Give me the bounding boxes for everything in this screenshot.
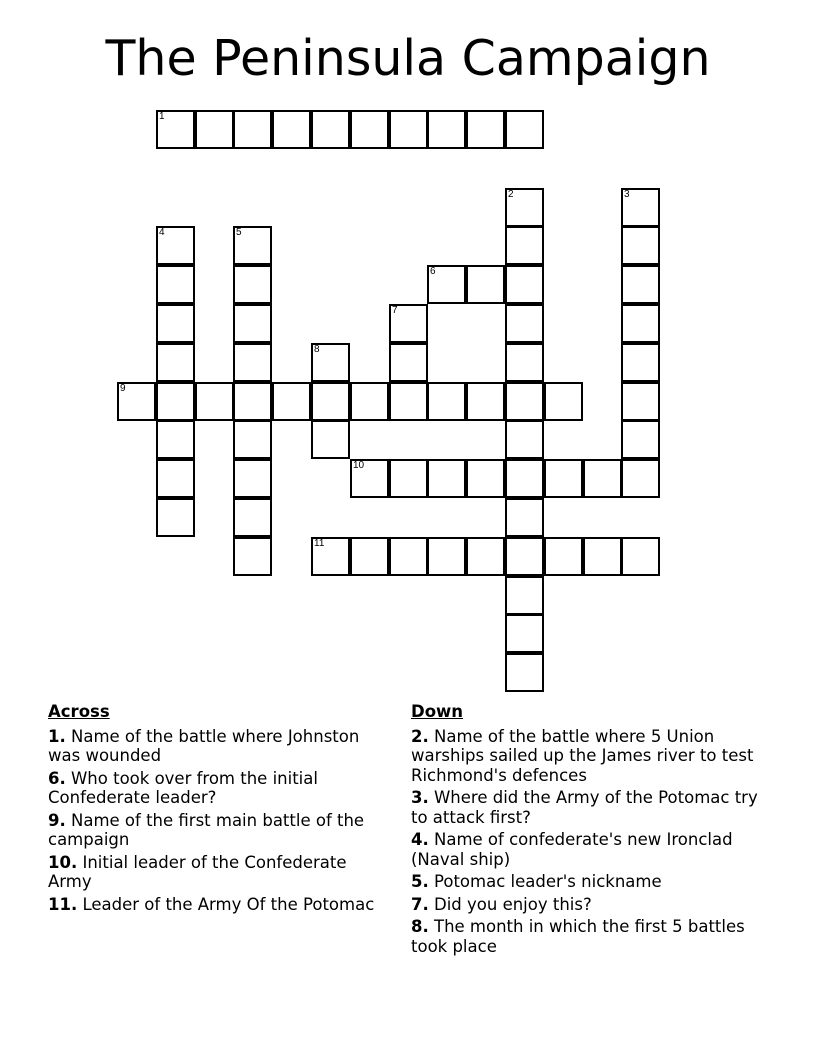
clue-number: 2.: [411, 726, 429, 746]
clue-text: Name of the first main battle of the campaign: [48, 810, 365, 849]
grid-cell[interactable]: [233, 459, 272, 498]
grid-cell[interactable]: [156, 265, 195, 304]
grid-cell[interactable]: [466, 265, 505, 304]
clue-text: The month in which the first 5 battles took place: [411, 917, 745, 956]
grid-cell[interactable]: [427, 459, 466, 498]
grid-cell[interactable]: [156, 343, 195, 382]
cell-number: 5: [236, 227, 242, 238]
clue-number: 5.: [411, 872, 429, 891]
grid-cell[interactable]: [427, 537, 466, 576]
grid-cell[interactable]: [389, 537, 428, 576]
grid-cell[interactable]: [621, 537, 660, 576]
grid-cell[interactable]: [156, 110, 195, 149]
clue-text: Initial leader of the Confederate Army: [48, 852, 347, 891]
grid-cell[interactable]: [544, 382, 583, 421]
grid-cell[interactable]: [233, 265, 272, 304]
clue-number: 11.: [48, 894, 78, 914]
across-clue-list: [48, 727, 388, 915]
grid-cell[interactable]: [195, 382, 234, 421]
grid-cell[interactable]: [389, 459, 428, 498]
grid-cell[interactable]: [544, 459, 583, 498]
down-heading: Down: [411, 702, 464, 721]
grid-cell[interactable]: [389, 110, 428, 149]
grid-cell[interactable]: [350, 459, 389, 498]
grid-cell[interactable]: [621, 459, 660, 498]
clue-text: Who took over from the initial Confederate leader?: [48, 768, 318, 807]
grid-cell[interactable]: [621, 343, 660, 382]
grid-cell[interactable]: [505, 576, 544, 615]
grid-cell[interactable]: [233, 498, 272, 537]
grid-cell[interactable]: [583, 537, 622, 576]
clue-text: Potomac leader's nickname: [428, 872, 662, 891]
grid-cell[interactable]: [505, 382, 544, 421]
grid-cell[interactable]: [621, 265, 660, 304]
grid-cell[interactable]: [389, 304, 428, 343]
grid-cell[interactable]: [117, 382, 156, 421]
down-clue: [411, 788, 771, 827]
grid-cell[interactable]: [621, 420, 660, 459]
grid-cell[interactable]: [350, 110, 389, 149]
grid-cell[interactable]: [311, 343, 350, 382]
cell-number: 3: [624, 189, 630, 200]
cell-number: 4: [159, 227, 165, 238]
clue-number: 6.: [48, 768, 66, 788]
grid-cell[interactable]: [195, 110, 234, 149]
grid-cell[interactable]: [583, 459, 622, 498]
grid-cell[interactable]: [621, 226, 660, 265]
grid-cell[interactable]: [389, 382, 428, 421]
grid-cell[interactable]: [311, 110, 350, 149]
clue-number: 4.: [411, 830, 429, 849]
grid-cell[interactable]: [272, 110, 311, 149]
down-clues: [411, 702, 771, 959]
grid-cell[interactable]: [350, 382, 389, 421]
grid-cell[interactable]: [466, 537, 505, 576]
grid-cell[interactable]: [233, 304, 272, 343]
grid-cell[interactable]: [156, 459, 195, 498]
grid-cell[interactable]: [427, 110, 466, 149]
grid-cell[interactable]: [466, 459, 505, 498]
across-clue: [48, 727, 388, 766]
down-clue: [411, 830, 771, 869]
grid-cell[interactable]: [505, 537, 544, 576]
cell-number: 8: [314, 344, 320, 355]
clue-number: 10.: [48, 852, 78, 872]
grid-cell[interactable]: [505, 653, 544, 692]
clue-text: Name of confederate's new Ironclad (Naval ship): [411, 830, 733, 869]
grid-cell[interactable]: [505, 110, 544, 149]
down-clue: [411, 895, 771, 915]
clue-number: 3.: [411, 788, 429, 807]
grid-cell[interactable]: [621, 304, 660, 343]
cell-number: 9: [120, 383, 126, 394]
grid-cell[interactable]: [466, 110, 505, 149]
grid-cell[interactable]: [505, 226, 544, 265]
grid-cell[interactable]: [156, 304, 195, 343]
grid-cell[interactable]: [505, 498, 544, 537]
grid-cell[interactable]: [156, 226, 195, 265]
clue-number: 7.: [411, 894, 429, 914]
cell-number: 7: [392, 305, 398, 316]
down-clue: [411, 917, 771, 956]
grid-cell[interactable]: [350, 537, 389, 576]
grid-cell[interactable]: [505, 614, 544, 653]
grid-cell[interactable]: [505, 420, 544, 459]
grid-cell[interactable]: [233, 420, 272, 459]
grid-cell[interactable]: [505, 304, 544, 343]
across-clues: [48, 702, 388, 917]
clue-text: Name of the battle where Johnston was wounded: [48, 726, 360, 765]
across-clue: [48, 895, 388, 915]
grid-cell[interactable]: [427, 382, 466, 421]
clue-number: 1.: [48, 726, 66, 746]
grid-cell[interactable]: [505, 343, 544, 382]
page-title: The Peninsula Campaign: [105, 30, 711, 87]
across-heading: Across: [48, 702, 110, 721]
grid-cell[interactable]: [233, 537, 272, 576]
across-clue: [48, 853, 388, 892]
clue-text: Leader of the Army Of the Potomac: [77, 894, 375, 914]
grid-cell[interactable]: [621, 382, 660, 421]
grid-cell[interactable]: [233, 382, 272, 421]
cell-number: 2: [508, 189, 514, 200]
across-clue: [48, 769, 388, 808]
clue-text: Did you enjoy this?: [428, 894, 592, 914]
grid-cell[interactable]: [272, 382, 311, 421]
grid-cell[interactable]: [233, 110, 272, 149]
grid-cell[interactable]: [311, 420, 350, 459]
down-clue-list: [411, 727, 771, 957]
clue-text: Name of the battle where 5 Union warships sailed up the James river to test Richmond's defences: [411, 726, 754, 785]
grid-cell[interactable]: [233, 226, 272, 265]
grid-cell[interactable]: [389, 343, 428, 382]
cell-number: 6: [430, 266, 436, 277]
clue-number: 8.: [411, 917, 429, 936]
across-clue: [48, 811, 388, 850]
grid-cell[interactable]: [466, 382, 505, 421]
grid-cell[interactable]: [233, 343, 272, 382]
grid-cell[interactable]: [311, 382, 350, 421]
grid-cell[interactable]: [505, 265, 544, 304]
grid-cell[interactable]: [427, 265, 466, 304]
down-clue: [411, 872, 771, 892]
down-clue: [411, 727, 771, 786]
clue-number: 9.: [48, 810, 66, 830]
grid-cell[interactable]: [156, 498, 195, 537]
grid-cell[interactable]: [505, 188, 544, 227]
cell-number: 1: [159, 111, 165, 122]
clue-text: Where did the Army of the Potomac try to attack first?: [411, 788, 758, 827]
grid-cell[interactable]: [156, 420, 195, 459]
cell-number: 11: [314, 538, 325, 549]
cell-number: 10: [353, 460, 365, 471]
grid-cell[interactable]: [544, 537, 583, 576]
grid-cell[interactable]: [311, 537, 350, 576]
grid-cell[interactable]: [621, 188, 660, 227]
grid-cell[interactable]: [156, 382, 195, 421]
grid-cell[interactable]: [505, 459, 544, 498]
